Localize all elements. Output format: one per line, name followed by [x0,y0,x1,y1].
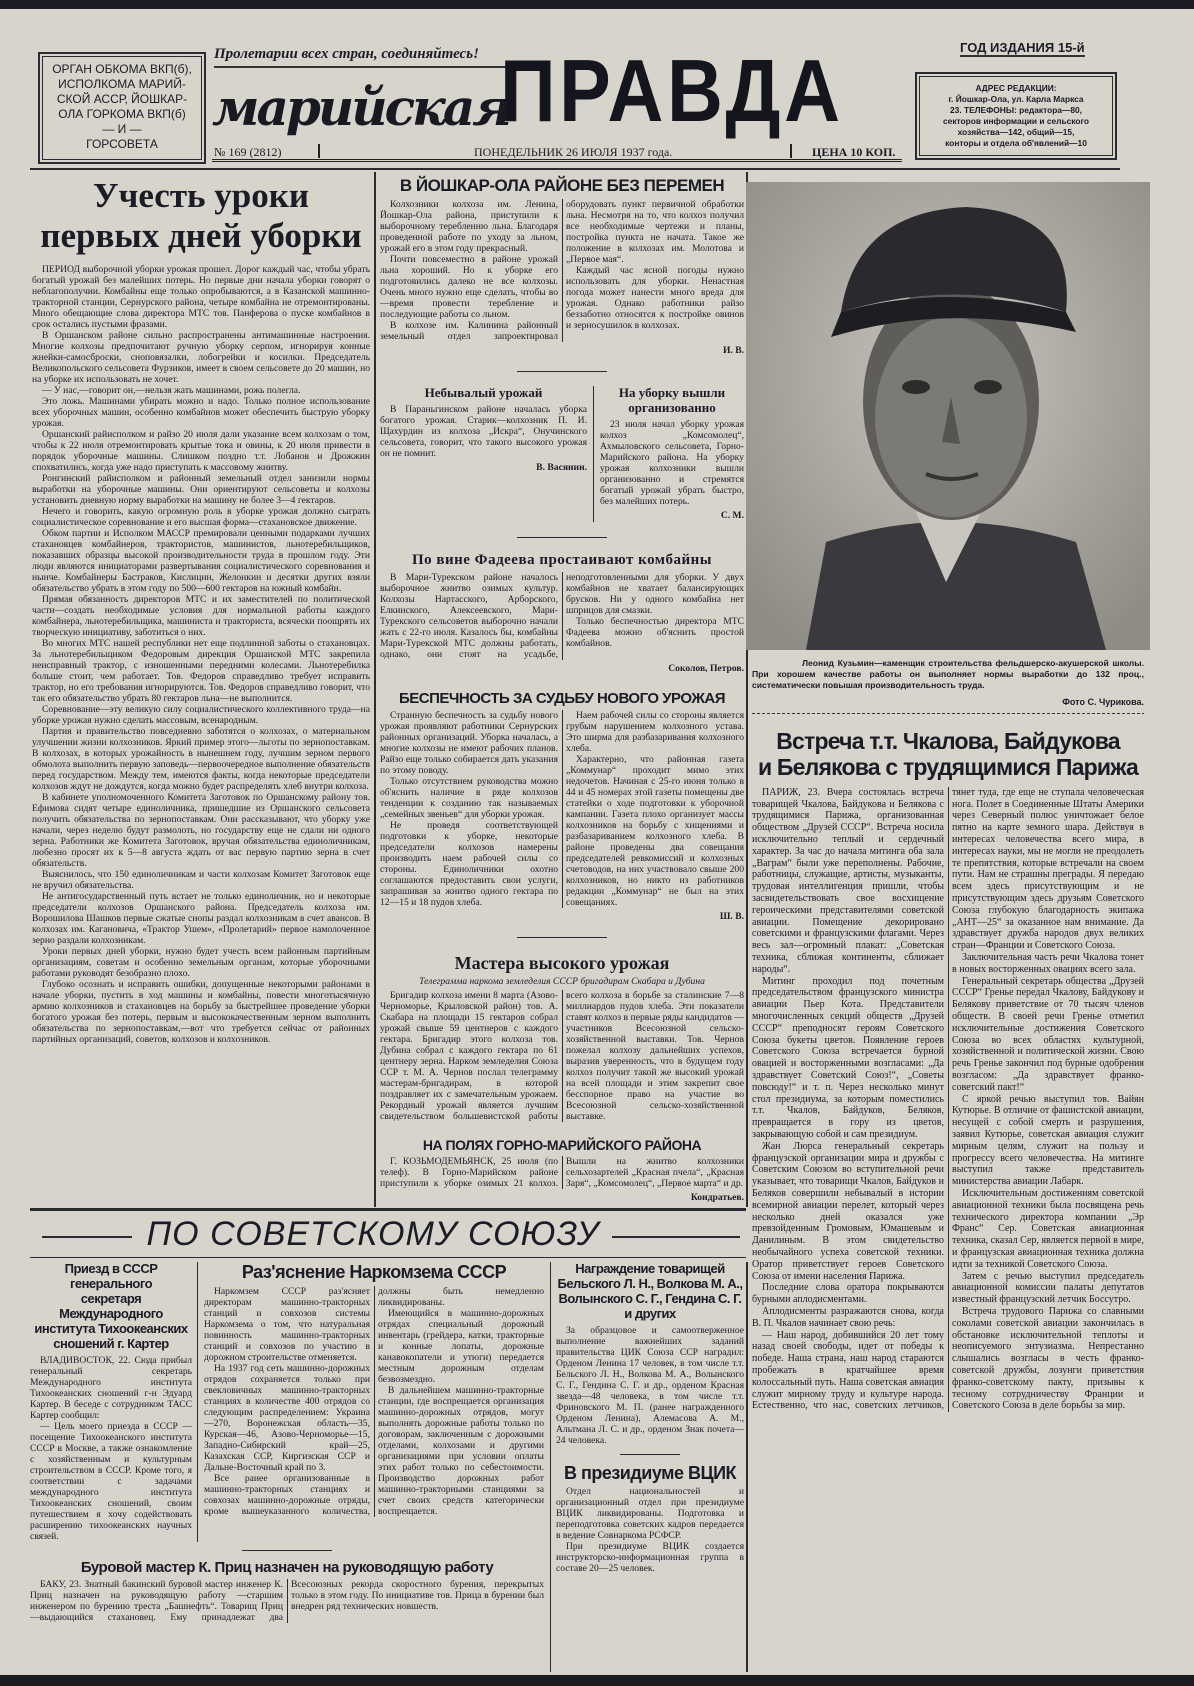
slogan: Пролетарии всех стран, соединяйтесь! [214,46,530,68]
column-rule [746,1262,748,1672]
editorial-address-box [915,72,1117,160]
paragraph: Глубоко осознать и исправить ошибки, допущенные некоторыми районами в начале уборки, пустить в ход машины и комбайны, повести многотысячную армию колхозников и стахановцев на борьбу за быстрейшее проведение уборки богатого урожая без потерь, первым и высококачественным зерном выполнить обязательства по зернопоставкам,—вот что требуется сейчас от районных партийных организаций, советов, колхозов и колхозников. [32,979,370,1045]
bottom-right-area [550,1262,744,1672]
paragraph: Затем с речью выступил председатель авиационной комиссии палаты депутатов известный французский летчик Боссутро. [952,1270,1144,1306]
paragraph: Не проведя соответствующей подготовки к уборке, некоторые председатели колхозов намерены производить наем рабочей силы со стороны. Единоличники охотно соглашаются предоставить свои услуги, запрашивая за жнитво одного гектара по 12—15 и 18 пудов хлеба. [380,819,558,908]
headline-line: На уборку вышли [618,385,726,401]
article-signature: Кондратьев. [690,1191,744,1203]
editorial-body [32,264,370,1045]
article-body [380,990,744,1122]
paragraph: Уроки первых дней уборки, нужно будет учесть всем районным партийным организациям, советам и особенно земельным органам, которые уборочными работами руководят безобразно плохо. [32,946,370,979]
banner-ornament [42,1236,132,1238]
article-nebyvaly [380,386,594,522]
article-body [380,572,744,660]
article-signature: С. М. [720,510,744,522]
paragraph: Выяснилось, что 150 единоличникам и части колхозам Комитет Заготовок еще не вручил обязательства. [32,869,370,891]
paragraph: Бригадир колхоза имени 8 марта (Азово-Черноморье, Крыловской район) тов. А. Скабара на площади 15 гектаров собрал урожай свыше 59 центнеров с каждого гектара. Бригадир этого колхоза тов. Дубина собрал с каждого гектара по 61 центнеру зерна. Нарком земледелия Союза ССР т. М. А. Чернов послал телеграмму мастерам-бригадирам, в которой поздравляет их с замечательным урожаем. Рекордный урожай является лучшим свидетельством большевистской работы всего колхоза в борьбе за сталинские 7—8 миллиардов пудов хлеба. Эти показатели ставят колхоз в первые ряды кандидатов — участников Всесоюзной сельско-хозяйственной выставки. Тов. Чернов пожелал колхозу дальнейших успехов, выразив уверенность, что в будущем году колхоз получит такой же высокий урожай на всей площади и этим закрепит свое бесспорное право на участие во Всесоюзной сельско-хозяйственной выставке. [380,990,744,1123]
editorial-column [32,176,370,1204]
bottom-top-row [30,1262,544,1542]
paragraph: ПАРИЖ, 23. Вчера состоялась встреча товарищей Чкалова, Байдукова и Белякова с трудящимися Парижа, организованная обществом „Друзей СССР“. Встреча носила исключительно теплый и сердечный характер. За час до начала митинга оба зала „Ваграм“ были уже переполнены. Рабочие, работницы, служащие, артисты, музыканты, трудовая интеллигенция пришли, чтобы засвидетельствовать свое восхищение героическими представителями советской авиации. Помещение декорировано советскими и французскими флагами. Через весь зал—огромный плакат: „Советская техника, сближая континенты, сближает народы“. [752,786,944,975]
publisher-line: ГОРСОВЕТА [86,137,158,151]
divider [30,168,1120,170]
paragraph: В дальнейшем машинно-тракторные станции, где воспрещается организация машинно-дорожных отрядов, могут выполнять дорожные работы только по договорам, заключенным с дорожными отделами, колхозами и другими организациями при условии оплаты этих работ только по себестоимости. Производство дорожных работ машинно-тракторными станциями за счет своих средств категорически воспрещается. [378,1384,544,1517]
article-headline: Мастера высокого урожая [454,952,670,973]
publication-year: ГОД ИЗДАНИЯ 15-й [960,40,1085,55]
article-body [204,1286,544,1517]
article-yoshkar [380,176,744,357]
divider [30,1257,746,1258]
article-headline: Раз'яснение Наркомзема СССР [241,1262,507,1282]
divider [517,371,607,372]
article-narkomzem [204,1262,544,1542]
paragraph: Жан Люрса генеральный секретарь французской организации мира и дружбы с Советским Союзом во вступительной речи указывает, что товарищи Чкалов, Байдуков и Беляков совершили небывалый в истории всемирной авиации перелет, который через несколько дней оказался уже превзойденным Громовым, Юмашевым и Данилиным. В этом свидетельство необычайного успеха советской техники. Оратор приветствует героев Советского Союза от имени населения Парижа. [752,1140,944,1282]
issue-number: № 169 (2812) [214,145,282,159]
column-rule [374,172,376,1207]
article-body [556,1486,744,1574]
address-line: хозяйства—142, общий—15, [957,127,1075,137]
paragraph: В Мари-Турекском районе началось выборочное жнитво озимых культур. Колхозы Нартасского, Арборского, Елкинского, Алексеевского, Мари-Турекского сельсоветов выборочно начали жать с 22-го июля. Казалось бы, комбайны Мари-Турекской МТС должны работать, однако, они стоят на усадьбе, неподготовленными для уборки. У двух комбайнов не хватает балансирующих брусков. Ни у одного комбайна нет шприцов для смазки. [380,572,744,661]
address-line: секторов информации и сельского [943,116,1089,126]
paragraph: Обком партии и Исполком МАССР премировали ценными подарками лучших стахановцев комбайнеров, трактористов, машинистов, льнотеребильщиков, показавших образцы высокой производительности труда в прошлом году. Эти люди являются инициаторами развертывания социалистического соревнования и нынче. Комбайнеры Бастраков, Кислицин, Желонкин и десятки других взяли обязательство убрать в этом году по 500—600 гектаров на южный комбайн. [32,528,370,594]
headline-line: Встреча т.т. Чкалова, Байдукова [776,728,1120,754]
article-headline [752,728,1144,781]
paragraph: С яркой речью выступил тов. Вайян Кутюрье. В отличие от фашистской авиации, несущей с собой смерть и разрушения, заявил Кутюрье, советская авиация служит мирным целям, служит на пользу и прогрессу всего человечества. На митинге выступил также представитель министерства авиации Лабарк. [952,1093,1144,1188]
paragraph: Заключительная часть речи Чкалова тонет в новых восторженных овациях всего зала. [952,952,1144,975]
price: ЦЕНА 10 КОП. [812,145,896,159]
article-headline: НА ПОЛЯХ ГОРНО-МАРИЙСКОГО РАЙОНА [422,1136,702,1153]
paragraph: Каждый час ясной погоды нужно использовать для уборки. Ненастная погода может нанести много вреда для урожая. Однако работники райзо беззаботно относятся к постройке овинов и зерносушилок в колхозах. [566,264,744,331]
bottom-left-area [30,1262,544,1672]
scan-edge-bottom [0,1675,1194,1686]
article-headline: Небывалый урожай [424,385,543,401]
article-headline: БЕСПЕЧНОСТЬ ЗА СУДЬБУ НОВОГО УРОЖАЯ [398,689,726,707]
paragraph: Исключительным достижениям советской авиационной техники была посвящена речь технического директора компании „Эр Франс“ Сер. Советская авиационная техника, сказал Сер, является первой в мире, и французская авиационная техника должна идти за техникой Советского Союза. [952,1187,1144,1270]
article-signature: Соколов, Петров. [668,663,744,675]
banner-ornament [612,1236,740,1238]
paragraph: За образцовое и самоотверженное выполнение важнейших заданий правительства ЦИК Союза ССР наградил: Орденом Ленина 17 человек, в том числе т.т. Бельского Л. Н., Волкова М. А., Волынского С. Г., Гендина С. Г. и др., орденом Красная звезда—48 человека, в том числе т.т. Фриновского М. П. (ранее награжденного Орденом Ленина), Алемасова А. М., Альтмана Л. С. и др., орденом Знак почета—24 человека. [556,1324,744,1446]
article-na-polyah [380,1137,744,1204]
soviet-union-section [30,1262,744,1672]
portrait-photo [746,182,1150,650]
article-nagrazhdenie [556,1262,744,1446]
article-signature: Ш. В. [719,910,744,922]
publisher-line: ОРГАН ОБКОМА ВКП(б), [52,62,192,76]
article-subtitle: Телеграмма наркома земледелия СССР бригадирам Скабара и Дубина [419,976,705,988]
right-column [752,658,1144,1672]
divider [318,144,320,158]
paragraph: ПЕРИОД выборочной уборки урожая прошел. Дорог каждый час, чтобы убрать богатый урожай без малейших потерь. Но первые дни начала уборки говорят о неблагополучии. Комбайны еще только опробываются, а в Казанской машинно-тракторной станции, Сернурского района, четыре комбайна не отремонтированы. Много обещающие слова директора МТС тов. Панферова о пуске комбайнов в срок остались пустыми фразами. [32,264,370,330]
article-vcik [556,1463,744,1575]
paragraph: БАКУ, 23. Знатный бакинский буровой мастер инженер К. Приц назначен на руководящую работу —старшим инженером по бурению треста „Башнефть“. Товарищ Приц —выдающийся стахановец. Ему принадлежат два Всесоюзных рекорда скоростного бурения, перекрытых только в этом году. По инициативе тов. Прица в бурении был внедрен ряд технических новшеств. [30,1578,544,1623]
article-prits [30,1559,544,1623]
paragraph: Партия и правительство повседневно заботятся о колхозах, о материальном улучшении жизни колхозников. Яркий пример этого—льготы по зернопоставкам. В колхозах, в которых урожайность в нынешнем году, лучшим зерном первого обмолота выполнить первую заповедь—первоочередное выполнение обязательств перед государством. Между тем, имеются факты, когда некоторые председатели колхозов ждут не дождутся, когда можно будет распределять хлеб внутри колхоза. [32,726,370,792]
paragraph: Г. КОЗЬМОДЕМЬЯНСК, 25 июля (по телеф). В Горно-Марийском районе приступили к уборке озимых 21 колхоз. Вышли на жнитво колхозники сельхозартелей „Красная пчела“, „Красная Заря“, „Комсомолец“, „Первое марта“ и др. [380,1155,744,1189]
paragraph: На 1937 год сеть машинно-дорожных отрядов сохраняется только при свекловичных машинно-тракторных станциях в количестве 400 отрядов со следующим распределением: Украина—270, Воронежская область—35, Курская—46, Азово-Черноморье—15, Западно-Сибирский край—25, Казахская ССР, Киргизская ССР и Дальне-Восточный край по 3. [204,1362,370,1473]
divider [790,144,792,158]
paragraph: — Цель моего приезда в СССР —посещение Тихоокеанского института СССР в Москве, а также ознакомление с хозяйственным и культурным строительством в СССР. Кроме того, я соответствии с задачами международного института Тихоокеанских сношений, своим путешествием я хочу содействовать расширению тихоокеанских научных связей. [30,1420,192,1542]
article-signature: И. В. [722,344,744,356]
middle-column [380,176,744,1204]
article-headline: По вине Фадеева простаивают комбайны [411,552,713,569]
divider [752,713,1144,714]
paragraph: Наем рабочей силы со стороны является грубым нарушением колхозного устава. Это ширма для разбазаривания колхозного хлеба. [566,709,744,754]
paragraph: Встреча трудового Парижа со славными соколами советской авиации закончилась в обстановке исключительной теплоты и неописуемого энтузиазма. Непрестанно слышались возгласы в честь франко-советской дружбы, лозунги приветствия франко-советскому пакту, призывы к тесному сотрудничеству Франции и Советского Союза в деле борьбы за мир. [952,1305,1144,1412]
headline-line: секретаря Международного [59,1290,163,1321]
dateline [212,144,902,162]
paragraph: Ронгинский райисполком и районный земельный отдел занизили нормы выработки на уборочные машины. Они ориентируют сельсоветы и колхозы установить дневную норму выработки на машину не более 3—4 гектаров. [32,473,370,506]
address-line: АДРЕС РЕДАКЦИИ: [975,83,1057,93]
paragraph: Почти повсеместно в районе урожай льна хороший. Но к уборке его подготовились далеко не все колхозы. Очень много нужно еще сделать, чтобы во—время провести теребление и последующие работы со льном. [380,253,558,320]
article-headline: Буровой мастер К. Приц назначен на руководящую работу [80,1558,494,1576]
article-body [380,404,587,459]
paragraph: Только беспечностью директора МТС Фадеева можно об'яснить простой комбайнов. [566,616,744,650]
paragraph: Колхозники колхоза им. Ленина, Йошкар-Ола района, приступили к выборочному теребленню льна. Благодаря проведенной работе по уходу за льном, урожай его в этом году прекрасный. [380,198,558,254]
newspaper-title-script: марийская [212,78,510,137]
paragraph: Аплодисменты разражаются снова, когда В. П. Чкалов начинает свою речь: [752,1305,944,1329]
article-body [752,787,1144,1412]
photo-credit: Фото С. Чурикова. [1062,697,1144,707]
article-mastera [380,953,744,1123]
divider [517,937,607,938]
article-bespechnost [380,690,744,923]
paragraph: Только отсутствием руководства можно об'яснить наличие в ряде колхозов тенденции к созданию так называемых „семейных звеньев“ для уборки урожая. [380,775,558,820]
paragraph: Все ранее организованные в машинно-тракторных станциях и совхозах машинно-дорожные отряды, кроме вышеуказанного количества, должны быть немедленно ликвидированы. [204,1285,544,1517]
paragraph: Наркомзем СССР раз'ясняет директорам машинно-тракторных станций и совхозов системы Наркомзема о том, что натуральная повинность машинно-тракторных станций и совхозов по участию в дорожном строительстве отменяется. [204,1285,370,1363]
paragraph: Оршанский райисполком и райзо 20 июля дали указание всем колхозам о том, чтобы к 22 июля отремонтировать крытые тока и овины, к 20 июля привести в порядок уборочные машины. Слишком поздно т.т. Лобанов и Дрожжин спохватились, когда уже надо приступать к массовому жнитву. [32,429,370,473]
paragraph: Во многих МТС нашей республики нет еще подлинной заботы о стахановцах. За льнотеребильщиком Федоровым дирекция Оршанской МТС закрепила неисправный трактор, с изношенными передними колесами. Льнотеребилка больше стоит, чем работает. Тов. Федоров справедливо требует исправить трактор, но его требования игнорируются. Тов. Федоров справедливо говорит, что так его обязательство убрать 80 гектаров льна—не выполнится. [32,638,370,704]
paragraph: Митинг проходил под почетным председательством французского министра авиации Пьер Кота. Представители многочисленных секций обществ „Друзей СССР“ преподносят героям Советского Союза букеты цветов. Появление героев Советского Союза встречается бурной овацией и восторженными возгласами: „Да здравствует Советский Союз!“, „Советы повсюду!“ и т. п. Через несколько минут стол президиума, за которым поместились т.т. Чкалов, Байдуков, Беляков, превращается в гору из цветов, закрывающую собой и сам президиум. [752,975,944,1140]
divider [242,1550,332,1551]
article-body [556,1325,744,1446]
scan-edge-top [0,0,1194,9]
address-line: 23. ТЕЛЕФОНЫ: редактора—80, [950,105,1082,115]
paragraph: Странную беспечность за судьбу нового урожая проявляют работники Сернурских районных организаций. Уборка началась, а многие колхозы не имеют рабочих планов. Райзо еще только собирается дать указания по этому поводу. [380,709,558,776]
headline-line: Награждение товарищей [575,1261,725,1276]
publisher-line: ИСПОЛКОМА МАРИЙ- [58,77,186,91]
portrait-image [746,182,1150,650]
article-body [30,1355,192,1542]
article-headline: В президиуме ВЦИК [563,1462,737,1483]
paragraph: Соревнование—эту великую силу социалистического коллективного труда—на уборке урожая нужно сделать массовым, всенародным. [32,704,370,726]
article-body [600,419,744,507]
paragraph: Это ложь. Машинами убирать можно и надо. Только полное использование всех уборочных машин, особенно комбайнов может обеспечить быструю уборку урожая. [32,396,370,429]
article-headline [30,1262,192,1352]
headline-line: и других [624,1305,676,1321]
paragraph: Отдел национальностей и организационный отдел при президиуме ВЦИК ликвидированы. Подготовка и переподготовка советских кадров передается в ведение Совнаркома РСФСР. [556,1486,744,1542]
paragraph: 23 июля начал уборку урожая колхоз „Комсомолец“, Ахмыловского сельсовета, Горно-Марийского района. На уборку урожая колхозники вышли организованно и стремятся богатый урожай убрать быстро, без малейших потерь. [600,419,744,508]
paragraph: Не антигосударственный путь встает не только единоличник, но и некоторые председатели колхозов Оршанского района. Председатель колхоза им. Ворошилова Шашков первые сжатые снопы раздал колхозникам в счет авансов. В колхозах им. Кагановича, «Трактор Ушем», «Пролетарий» первое намолоченное зерно раздали колхозникам. [32,891,370,946]
section-banner: ПО СОВЕТСКОМУ СОЮЗУ [146,1215,600,1253]
headline-line: Бельского Л. Н., Волкова М. А., [557,1275,743,1291]
headline-line: сношений г. Картер [53,1335,169,1351]
short-news-row [380,386,744,522]
paragraph: Имеющийся в машинно-дорожных отрядах специальный дорожный инвентарь (грейдера, катки, тракторные и конные лопаты, дорожные канавокопатели и утюги) передается местным дорожным отделам безвозмездно. [378,1307,544,1385]
paragraph: В кабинете уполномоченного Комитета Заготовок по Оршанскому району тов. Ефимова сидят четыре единоличника, пришедшие из Оршанского сельсовета получить обязательства по зернопоставкам. Они рассказывают, что уборку уже начали, через неделю будут размолоть, но государству еще не сдали ни одного зерна. Работники же Комитета Заготовок, вручая обязательства единоличникам, любезно просят их к 5—8 августа ждать от вас первую партию зерна в счет обязательств. [32,792,370,869]
paragraph: Нечего и говорить, какую огромную роль в уборке урожая должно сыграть социалистическое соревнование и его высшая форма—стахановское движение. [32,506,370,528]
paragraph: В Параньгинском районе началась уборка богатого урожая. Старик—колхозник П. И. Щахурдин из колхоза „Искра“, Онучинского сельсовета, говорит, что такого высокого урожая он не помнит. [380,404,587,460]
paragraph: — Наш народ, добившийся 20 лет тому назад своей свободы, идет от победы к победе. Наша страна, наш народ стараются пробежать в кратчайшее время колоссальный путь. Наша советская авиация служит мирному труду и культуре народа. Естественно, что нас, советских летчиков, тянет туда, где еще не ступала человеческая нога. Полет в Соединенные Штаты Америки через Северный полюс уничтожает белое пятно на карте земного шара. Действуя в интересах человечества всего мира, в интересах науки, мы не могли не преодолеть те препятствия, которые встречали на своем пути. Нам не страшны преграды. Я передаю всем здесь присутствующим и не присутствующим здесь друзьям Советского Союза глубокую благодарность экипажа „АНТ—25“ за оказанное нам внимание. Да здравствует дружба народов двух великих стран—Франции и Советского Союза. [752,786,1144,1412]
paragraph: Последние слова оратора покрываются бурными аплодисментами. [752,1282,944,1306]
paragraph: — У нас,—говорит он,—нельзя жать машинами, рожь полегла. [42,385,301,396]
address-line: конторы и отдела об'явлений—10 [945,138,1087,148]
article-headline [556,1262,744,1322]
headline-line: организованно [628,400,716,416]
article-body [30,1579,544,1623]
paragraph: При президиуме ВЦИК создается инструкторско-информационная группа в составе 20—25 человек. [556,1541,744,1575]
publisher-line: СКОЙ АССР, ЙОШКАР- [56,92,188,106]
headline-line: Волынского С. Г., Гендина С. Г. [558,1290,742,1306]
article-fadeev [380,552,744,675]
publisher-box [38,52,206,164]
photo-caption: Леонид Кузьмин—каменщик строительства фельдшерско-акушерской школы. При хорошем качестве работы он выполняет нормы выработки до 132 проц., систематически повышая производительность труда. [752,658,1144,690]
article-body [380,199,744,342]
headline-line: института Тихоокеанских [34,1320,188,1336]
divider [30,1208,746,1211]
headline-line: Приезд в СССР генерального [64,1261,158,1291]
article-headline [600,386,744,416]
publisher-line: ОЛА ГОРКОМА ВКП(б) [58,107,186,121]
issue-date: ПОНЕДЕЛЬНИК 26 ИЮЛЯ 1937 года. [474,145,673,159]
paragraph: Генеральный секретарь общества „Друзей СССР“ Гренье передал Чкалову, Байдукову и Белякову приветствие от 70 тысяч членов обществ. В своей речи Гренье отметил исключительные достижения Советского Союза во всех областях культурной, хозяйственной и политической жизни. Свою речь Гренье закончил под бурные одобрения возгласом: „Да здравствует франко-советский пакт!“ [952,975,1144,1093]
article-body [380,1156,744,1189]
paragraph: В колхозе им. Калинина районный земельный отдел запроектировал оборудовать пункт первичной обработки льна. Несмотря на то, что колхоз получил все необходимые чертежи и планы, постройка пункта не начата. Такое же положение в колхозах им. Молотова и „Первое мая“. [380,198,744,342]
newspaper-title-main: ПРАВДА [500,41,844,140]
article-na-uborku [600,386,744,522]
divider [620,1454,680,1455]
headline-line: первых дней уборки [40,216,362,255]
headline-line: Учесть уроки [92,176,310,215]
paragraph: Характерно, что районная газета „Коммунар“ проходит мимо этих недочетов. Начиная с 25-го июня только в 44 и 45 номерах этой газеты помещены две статейки о ходе подготовки к уборочной кампании. Газета плохо организует массы колхозников на борьбу с хищениями и разбазариванием колхозного хлеба. В районе проведены два совещания председателей ревкомиссий и колхозных счетоводов, на них участвовало свыше 200 колхозников, но никто из работников редакции „Коммунар“ не был на этих совещаниях. [566,753,744,908]
article-karter [30,1262,198,1542]
publisher-line: — И — [102,122,142,136]
address-line: г. Йошкар-Ола, ул. Карла Маркса [948,94,1084,104]
editorial-headline [32,176,370,256]
article-signature: В. Васянин. [536,462,587,474]
paragraph: В Оршанском районе сильно распространены антимашинные настроения. Многие колхозы предпочитают ручную уборку серпом, игнорируя конные жнейки-самосброски, сноповязалки, лобогрейки и косилки. Председатель Великопольского сельсовета Фурзиков, имеет в своем сельсовете до 20 машин, но на уборке их использовать не хочет. [32,330,370,385]
article-headline: В ЙОШКАР-ОЛА РАЙОНЕ БЕЗ ПЕРЕМЕН [399,176,725,195]
article-body [380,710,744,908]
paragraph: Прямая обязанность директоров МТС и их заместителей по политической части—создать необходимые условия для нормальной работы каждого комбайнера, льнотеребильщика, машиниста и тракториста, всячески поощрять их творческую инициативу, заботиться о них. [32,594,370,638]
paragraph: ВЛАДИВОСТОК, 22. Сюда прибыл генеральный секретарь Международного института Тихоокеанских сношений г-н Эдуард Картер. В беседе с сотрудником ТАСС Картер сообщил: [30,1354,192,1421]
headline-line: и Белякова с трудящимися Парижа [758,754,1138,781]
divider [517,537,607,538]
